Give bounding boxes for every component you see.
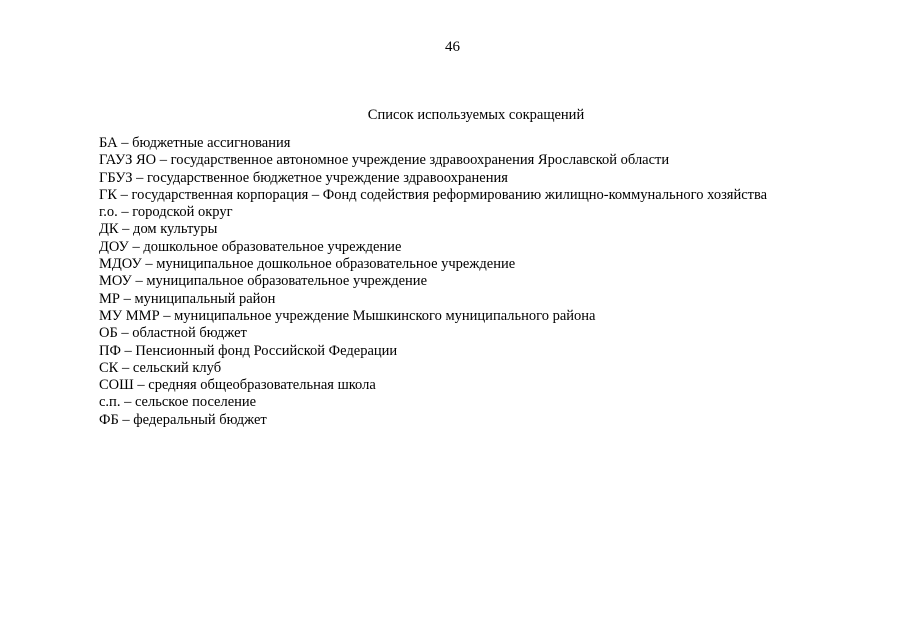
list-item: МР – муниципальный район <box>99 290 276 307</box>
list-item: БА – бюджетные ассигнования <box>99 135 291 151</box>
list-item: МОУ – муниципальное образовательное учреждение <box>99 273 428 290</box>
list-item: ГАУЗ ЯО – государственное автономное учреждение здравоохранения Ярославской области <box>99 152 670 169</box>
list-item: ГБУЗ – государственное бюджетное учреждение здравоохранения <box>99 169 508 186</box>
list-item: ПФ – Пенсионный фонд Российской Федерации <box>99 342 398 359</box>
list-item: с.п. – сельское поселение <box>99 394 257 411</box>
list-item: г.о. – городской округ <box>99 204 233 221</box>
list-item: ДК – дом культуры <box>99 221 218 238</box>
list-item: МУ ММР – муниципальное учреждение Мышкинского муниципального района <box>99 307 596 324</box>
page-title: Список используемых сокращений <box>367 107 585 123</box>
abbreviation-list <box>99 135 767 429</box>
list-item: ФБ – федеральный бюджет <box>99 411 267 428</box>
list-item: СК – сельский клуб <box>99 359 222 376</box>
list-item: ОБ – областной бюджет <box>99 325 247 342</box>
list-item: ДОУ – дошкольное образовательное учреждение <box>99 238 402 255</box>
list-item: ГК – государственная корпорация – Фонд содействия реформированию жилищно-коммунального хозяйства <box>99 186 768 203</box>
page-number: 46 <box>445 39 460 55</box>
list-item: МДОУ – муниципальное дошкольное образовательное учреждение <box>99 256 516 273</box>
list-item: СОШ – средняя общеобразовательная школа <box>99 377 376 394</box>
